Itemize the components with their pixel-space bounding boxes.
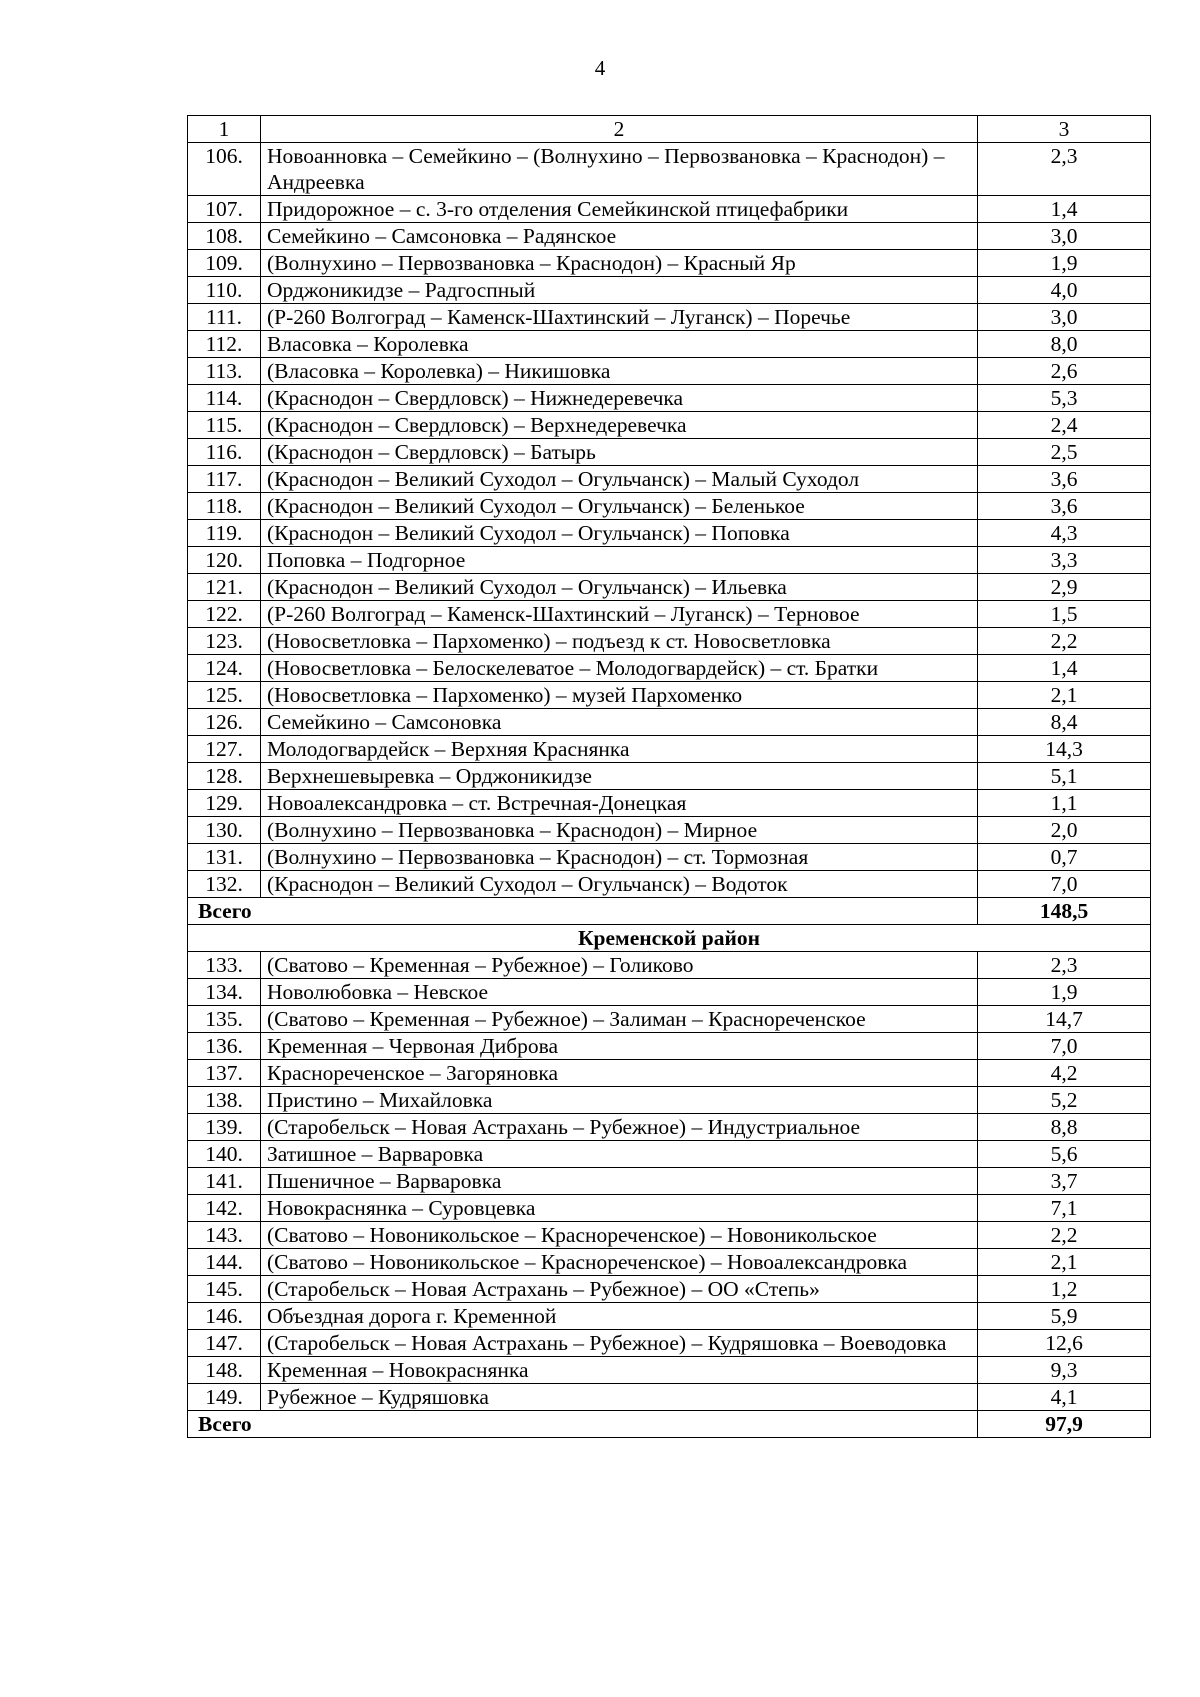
road-name: Затишное – Варваровка xyxy=(261,1141,978,1168)
road-name: Новокраснянка – Суровцевка xyxy=(261,1195,978,1222)
header-cell-1: 1 xyxy=(188,116,261,143)
road-name: Семейкино – Самсоновка xyxy=(261,709,978,736)
total-row xyxy=(188,898,1151,925)
road-length: 9,3 xyxy=(978,1357,1151,1384)
table-row xyxy=(188,1033,1151,1060)
row-number: 133. xyxy=(188,952,261,979)
table-row xyxy=(188,1222,1151,1249)
table-row xyxy=(188,143,1151,196)
row-number: 131. xyxy=(188,844,261,871)
road-length: 12,6 xyxy=(978,1330,1151,1357)
row-number: 130. xyxy=(188,817,261,844)
table-row xyxy=(188,1330,1151,1357)
road-name: (Волнухино – Первозвановка – Краснодон) – Красный Яр xyxy=(261,250,978,277)
row-number: 121. xyxy=(188,574,261,601)
table-row xyxy=(188,952,1151,979)
row-number: 132. xyxy=(188,871,261,898)
table-row xyxy=(188,1384,1151,1411)
header-cell-2: 2 xyxy=(261,116,978,143)
table-row xyxy=(188,871,1151,898)
table-row xyxy=(188,358,1151,385)
table-row xyxy=(188,196,1151,223)
row-number: 138. xyxy=(188,1087,261,1114)
road-name: (Сватово – Новоникольское – Краснореченское) – Новоникольское xyxy=(261,1222,978,1249)
road-length: 2,1 xyxy=(978,682,1151,709)
table-row xyxy=(188,304,1151,331)
road-length: 2,3 xyxy=(978,952,1151,979)
table-row xyxy=(188,1303,1151,1330)
row-number: 148. xyxy=(188,1357,261,1384)
table-row xyxy=(188,1249,1151,1276)
road-name: Семейкино – Самсоновка – Радянское xyxy=(261,223,978,250)
row-number: 146. xyxy=(188,1303,261,1330)
road-name: (Краснодон – Великий Суходол – Огульчанск) – Беленькое xyxy=(261,493,978,520)
road-length: 4,2 xyxy=(978,1060,1151,1087)
section-row xyxy=(188,925,1151,952)
road-name: (Власовка – Королевка) – Никишовка xyxy=(261,358,978,385)
road-name: (Волнухино – Первозвановка – Краснодон) – Мирное xyxy=(261,817,978,844)
road-length: 2,2 xyxy=(978,1222,1151,1249)
row-number: 122. xyxy=(188,601,261,628)
table-row xyxy=(188,574,1151,601)
table-row xyxy=(188,1141,1151,1168)
row-number: 128. xyxy=(188,763,261,790)
road-length: 2,2 xyxy=(978,628,1151,655)
road-name: (Сватово – Кременная – Рубежное) – Голиково xyxy=(261,952,978,979)
row-number: 147. xyxy=(188,1330,261,1357)
table-row xyxy=(188,493,1151,520)
row-number: 135. xyxy=(188,1006,261,1033)
row-number: 117. xyxy=(188,466,261,493)
road-length: 1,4 xyxy=(978,196,1151,223)
road-length: 14,7 xyxy=(978,1006,1151,1033)
road-length: 2,5 xyxy=(978,439,1151,466)
table-row xyxy=(188,709,1151,736)
section-title: Кременской район xyxy=(188,925,1151,952)
road-name: (Сватово – Кременная – Рубежное) – Залиман – Краснореченское xyxy=(261,1006,978,1033)
roads-table xyxy=(187,115,1151,1438)
page-number: 4 xyxy=(594,56,606,80)
row-number: 134. xyxy=(188,979,261,1006)
total-value: 97,9 xyxy=(978,1411,1151,1438)
road-name: (Краснодон – Свердловск) – Батырь xyxy=(261,439,978,466)
road-name: (Старобельск – Новая Астрахань – Рубежное) – ОО «Степь» xyxy=(261,1276,978,1303)
table-row xyxy=(188,817,1151,844)
road-length: 7,1 xyxy=(978,1195,1151,1222)
table-row xyxy=(188,682,1151,709)
row-number: 114. xyxy=(188,385,261,412)
table-row xyxy=(188,277,1151,304)
road-length: 2,4 xyxy=(978,412,1151,439)
table-row xyxy=(188,1087,1151,1114)
road-length: 2,6 xyxy=(978,358,1151,385)
road-name: (Краснодон – Свердловск) – Нижнедеревечка xyxy=(261,385,978,412)
road-name: (Старобельск – Новая Астрахань – Рубежное) – Кудряшовка – Воеводовка xyxy=(261,1330,978,1357)
road-length: 4,3 xyxy=(978,520,1151,547)
road-length: 5,2 xyxy=(978,1087,1151,1114)
total-label: Всего xyxy=(188,1411,978,1438)
row-number: 137. xyxy=(188,1060,261,1087)
row-number: 106. xyxy=(188,143,261,196)
road-name: (Сватово – Новоникольское – Краснореченское) – Новоалександровка xyxy=(261,1249,978,1276)
row-number: 143. xyxy=(188,1222,261,1249)
row-number: 116. xyxy=(188,439,261,466)
road-length: 1,4 xyxy=(978,655,1151,682)
road-length: 5,1 xyxy=(978,763,1151,790)
row-number: 123. xyxy=(188,628,261,655)
road-name: (Краснодон – Великий Суходол – Огульчанск) – Ильевка xyxy=(261,574,978,601)
road-name: Объездная дорога г. Кременной xyxy=(261,1303,978,1330)
road-name: (Р-260 Волгоград – Каменск-Шахтинский – Луганск) – Терновое xyxy=(261,601,978,628)
road-length: 3,0 xyxy=(978,304,1151,331)
road-length: 2,0 xyxy=(978,817,1151,844)
road-name: Новоалександровка – ст. Встречная-Донецкая xyxy=(261,790,978,817)
table-row xyxy=(188,655,1151,682)
road-name: Новолюбовка – Невское xyxy=(261,979,978,1006)
table-row xyxy=(188,628,1151,655)
road-name: Рубежное – Кудряшовка xyxy=(261,1384,978,1411)
road-length: 8,8 xyxy=(978,1114,1151,1141)
table-row xyxy=(188,331,1151,358)
road-length: 1,9 xyxy=(978,979,1151,1006)
row-number: 144. xyxy=(188,1249,261,1276)
row-number: 118. xyxy=(188,493,261,520)
road-length: 5,3 xyxy=(978,385,1151,412)
table-row xyxy=(188,1168,1151,1195)
table-row xyxy=(188,223,1151,250)
row-number: 149. xyxy=(188,1384,261,1411)
road-name: (Новосветловка – Пархоменко) – подъезд к ст. Новосветловка xyxy=(261,628,978,655)
road-length: 14,3 xyxy=(978,736,1151,763)
row-number: 119. xyxy=(188,520,261,547)
table-row xyxy=(188,547,1151,574)
row-number: 127. xyxy=(188,736,261,763)
table-row xyxy=(188,1276,1151,1303)
row-number: 129. xyxy=(188,790,261,817)
table-row xyxy=(188,979,1151,1006)
road-name: Новоанновка – Семейкино – (Волнухино – Первозвановка – Краснодон) – Андреевка xyxy=(261,143,978,196)
road-name: Кременная – Новокраснянка xyxy=(261,1357,978,1384)
road-length: 2,1 xyxy=(978,1249,1151,1276)
road-name: Кременная – Червоная Диброва xyxy=(261,1033,978,1060)
road-length: 0,7 xyxy=(978,844,1151,871)
row-number: 140. xyxy=(188,1141,261,1168)
table-row xyxy=(188,1195,1151,1222)
road-length: 7,0 xyxy=(978,871,1151,898)
road-length: 5,6 xyxy=(978,1141,1151,1168)
road-length: 8,4 xyxy=(978,709,1151,736)
road-name: (Краснодон – Великий Суходол – Огульчанск) – Малый Суходол xyxy=(261,466,978,493)
row-number: 109. xyxy=(188,250,261,277)
road-length: 3,7 xyxy=(978,1168,1151,1195)
road-length: 2,9 xyxy=(978,574,1151,601)
roads-table-body xyxy=(188,116,1151,1438)
table-row xyxy=(188,601,1151,628)
row-number: 110. xyxy=(188,277,261,304)
table-row xyxy=(188,439,1151,466)
total-value: 148,5 xyxy=(978,898,1151,925)
road-name: Поповка – Подгорное xyxy=(261,547,978,574)
row-number: 112. xyxy=(188,331,261,358)
header-cell-3: 3 xyxy=(978,116,1151,143)
table-row xyxy=(188,844,1151,871)
table-row xyxy=(188,385,1151,412)
road-name: (Краснодон – Великий Суходол – Огульчанск) – Водоток xyxy=(261,871,978,898)
road-name: Придорожное – с. 3-го отделения Семейкинской птицефабрики xyxy=(261,196,978,223)
row-number: 115. xyxy=(188,412,261,439)
row-number: 107. xyxy=(188,196,261,223)
table-row xyxy=(188,763,1151,790)
row-number: 136. xyxy=(188,1033,261,1060)
road-length: 1,5 xyxy=(978,601,1151,628)
row-number: 126. xyxy=(188,709,261,736)
road-name: Верхнешевыревка – Орджоникидзе xyxy=(261,763,978,790)
road-name: (Новосветловка – Пархоменко) – музей Пархоменко xyxy=(261,682,978,709)
total-label: Всего xyxy=(188,898,978,925)
road-name: (Краснодон – Свердловск) – Верхнедеревечка xyxy=(261,412,978,439)
road-length: 2,3 xyxy=(978,143,1151,196)
road-length: 4,1 xyxy=(978,1384,1151,1411)
table-row xyxy=(188,466,1151,493)
road-length: 3,6 xyxy=(978,493,1151,520)
road-length: 3,0 xyxy=(978,223,1151,250)
table-header-row xyxy=(188,116,1151,143)
table-row xyxy=(188,250,1151,277)
road-name: (Р-260 Волгоград – Каменск-Шахтинский – Луганск) – Поречье xyxy=(261,304,978,331)
road-length: 8,0 xyxy=(978,331,1151,358)
road-name: Пшеничное – Варваровка xyxy=(261,1168,978,1195)
road-name: (Волнухино – Первозвановка – Краснодон) – ст. Тормозная xyxy=(261,844,978,871)
row-number: 145. xyxy=(188,1276,261,1303)
table-row xyxy=(188,412,1151,439)
road-length: 1,1 xyxy=(978,790,1151,817)
road-length: 3,3 xyxy=(978,547,1151,574)
road-name: Пристино – Михайловка xyxy=(261,1087,978,1114)
road-length: 1,9 xyxy=(978,250,1151,277)
road-name: Власовка – Королевка xyxy=(261,331,978,358)
row-number: 113. xyxy=(188,358,261,385)
table-row xyxy=(188,736,1151,763)
table-row xyxy=(188,1060,1151,1087)
road-name: Молодогвардейск – Верхняя Краснянка xyxy=(261,736,978,763)
road-length: 1,2 xyxy=(978,1276,1151,1303)
road-length: 4,0 xyxy=(978,277,1151,304)
table-row xyxy=(188,520,1151,547)
road-name: Орджоникидзе – Радгоспный xyxy=(261,277,978,304)
table-row xyxy=(188,1357,1151,1384)
road-name: (Старобельск – Новая Астрахань – Рубежное) – Индустриальное xyxy=(261,1114,978,1141)
road-name: (Новосветловка – Белоскелеватое – Молодогвардейск) – ст. Братки xyxy=(261,655,978,682)
row-number: 125. xyxy=(188,682,261,709)
road-name: Краснореченское – Загоряновка xyxy=(261,1060,978,1087)
road-length: 5,9 xyxy=(978,1303,1151,1330)
road-name: (Краснодон – Великий Суходол – Огульчанск) – Поповка xyxy=(261,520,978,547)
row-number: 139. xyxy=(188,1114,261,1141)
total-row xyxy=(188,1411,1151,1438)
road-length: 7,0 xyxy=(978,1033,1151,1060)
table-row xyxy=(188,1006,1151,1033)
row-number: 111. xyxy=(188,304,261,331)
row-number: 120. xyxy=(188,547,261,574)
road-length: 3,6 xyxy=(978,466,1151,493)
table-row xyxy=(188,790,1151,817)
row-number: 108. xyxy=(188,223,261,250)
row-number: 141. xyxy=(188,1168,261,1195)
table-row xyxy=(188,1114,1151,1141)
row-number: 124. xyxy=(188,655,261,682)
row-number: 142. xyxy=(188,1195,261,1222)
